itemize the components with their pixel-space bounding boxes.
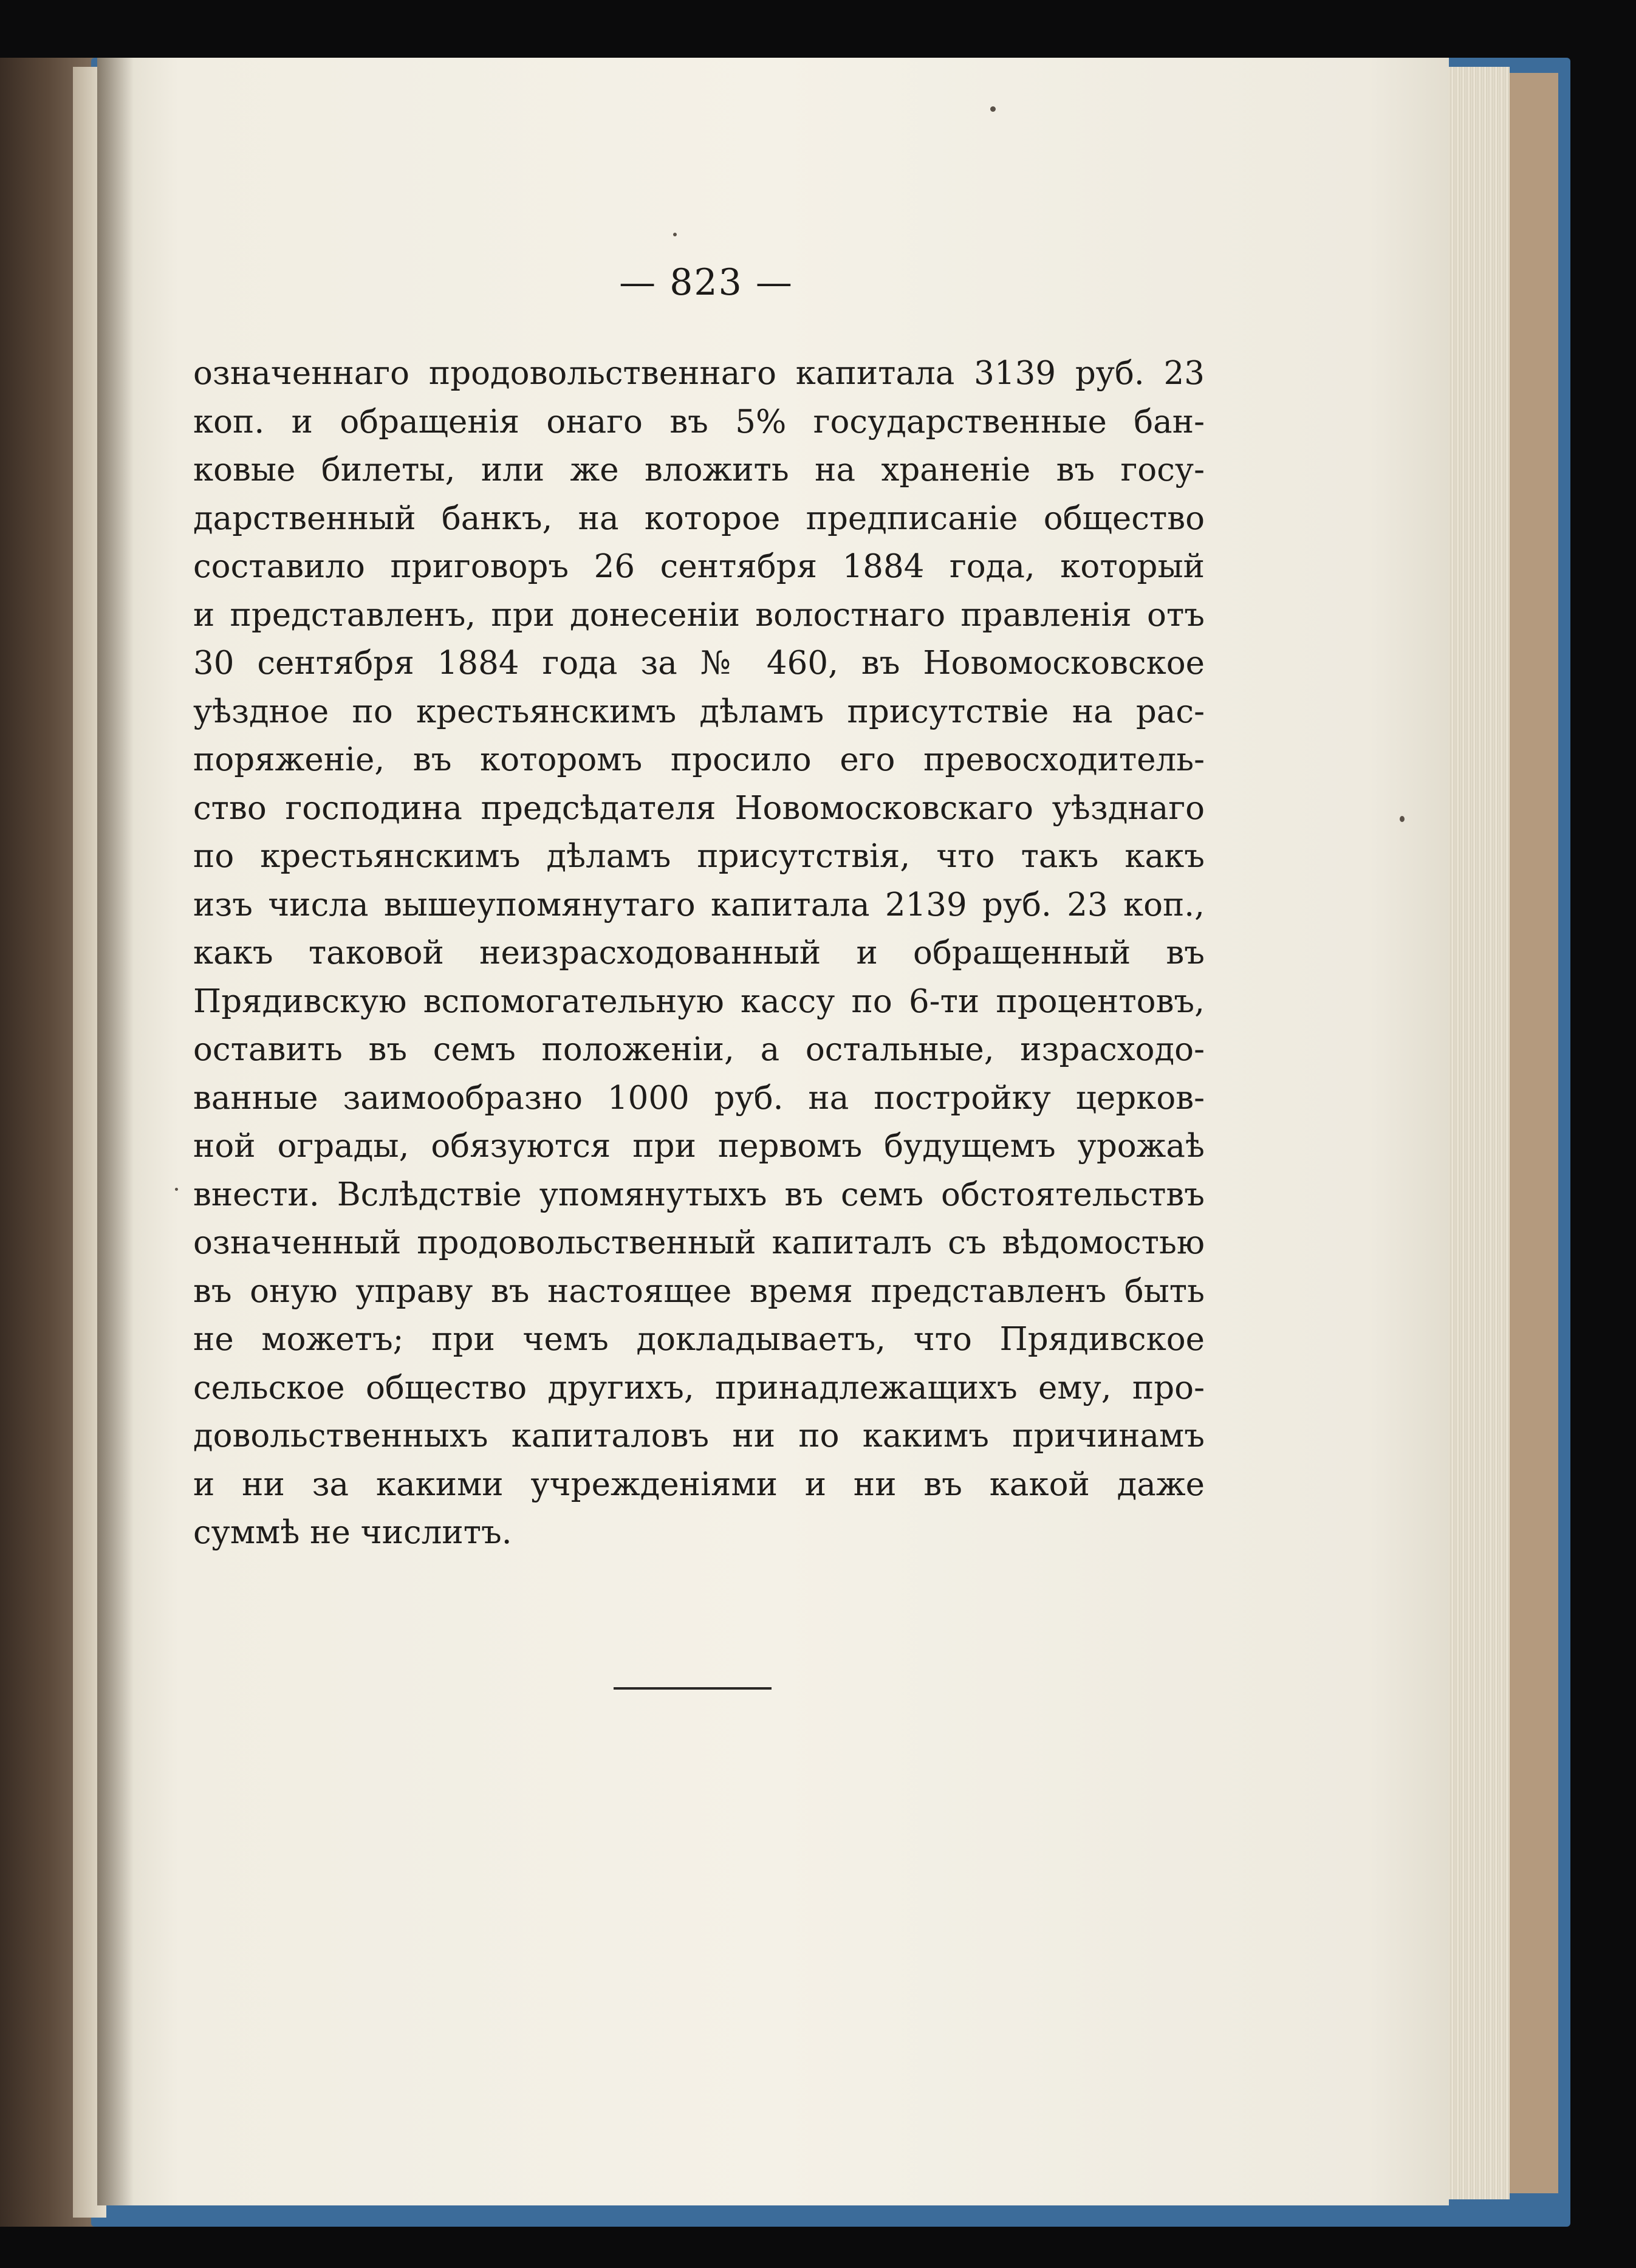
text-line: внести. Вслѣдствіе упомянутыхъ въ семъ обстоятельствъ [193,1176,1205,1213]
text-line: ство господина предсѣдателя Новомосковскаго уѣзднаго [193,789,1205,827]
text-line: изъ числа вышеупомянутаго капитала 2139 руб. 23 коп., [193,886,1205,923]
text-line: ковые билеты, или же вложить на храненіе въ госу- [193,451,1205,488]
text-line: сельское общество другихъ, принадлежащихъ ему, про- [193,1369,1205,1406]
speck [990,106,996,112]
text-line: поряженіе, въ которомъ просило его превосходитель- [193,741,1205,778]
text-line: оставить въ семъ положеніи, а остальные, израсходо- [193,1031,1205,1068]
text-line: ной ограды, обязуются при первомъ будущемъ урожаѣ [193,1128,1205,1165]
speck [1400,816,1405,822]
section-rule [614,1687,772,1690]
text-line: ванные заимообразно 1000 руб. на постройку церков- [193,1079,1205,1117]
text-line: означеннаго продовольственнаго капитала 3139 руб. 23 [193,355,1205,392]
text-line: означенный продовольственный капиталъ съ вѣдомостью [193,1224,1205,1261]
text-line: составило приговоръ 26 сентября 1884 года, который [193,548,1205,585]
speck [673,233,677,236]
text-line: 30 сентября 1884 года за № 460, въ Новомосковское [193,645,1205,682]
text-line: коп. и обращенія онаго въ 5% государственные бан- [193,403,1205,440]
text-line: по крестьянскимъ дѣламъ присутствія, что такъ какъ [193,838,1205,875]
page-gutter-shadow [97,58,134,2205]
text-line: и ни за какими учрежденіями и ни въ какой даже [193,1465,1205,1503]
page-number: — 823 — [619,261,793,304]
text-line: какъ таковой неизрасходованный и обращенный въ [193,934,1205,971]
text-line: Прядивскую вспомогательную кассу по 6-ти процентовъ, [193,982,1205,1020]
text-line: уѣздное по крестьянскимъ дѣламъ присутствіе на рас- [193,693,1205,730]
text-line: и представленъ, при донесеніи волостнаго правленія отъ [193,596,1205,634]
text-line: въ оную управу въ настоящее время представленъ быть [193,1272,1205,1310]
text-line: суммѣ не числитъ. [193,1514,512,1551]
text-line: довольственныхъ капиталовъ ни по какимъ причинамъ [193,1417,1205,1454]
text-line: дарственный банкъ, на которое предписаніе общество [193,499,1205,537]
body-text [193,349,1205,1557]
text-line: не можетъ; при чемъ докладываетъ, что Прядивское [193,1321,1205,1358]
speck [175,1188,178,1191]
